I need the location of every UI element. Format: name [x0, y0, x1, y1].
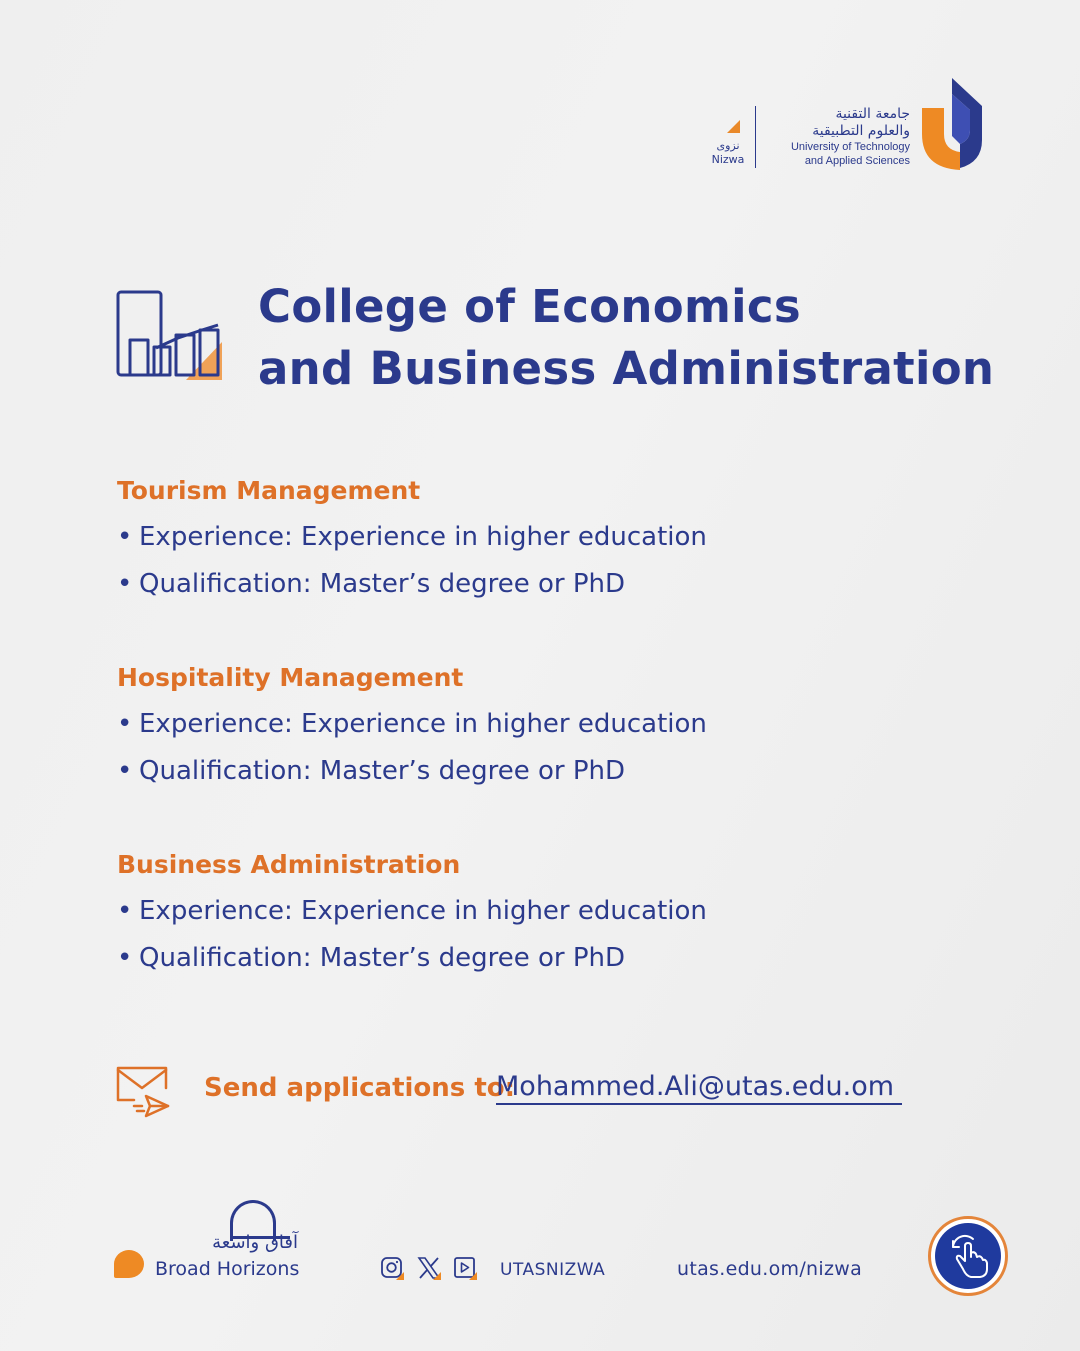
- campus-triangle-icon: [727, 120, 740, 133]
- college-title-line2: and Business Administration: [258, 342, 995, 395]
- tap-button-inner: [935, 1223, 1001, 1289]
- youtube-icon[interactable]: [453, 1256, 477, 1280]
- campus-name-ar: نزوى: [716, 139, 740, 152]
- university-name-en-line2: and Applied Sciences: [804, 155, 910, 167]
- requirement-text: Qualification: Master’s degree or PhD: [139, 756, 626, 786]
- university-name-en-line1: University of Technology: [790, 141, 910, 153]
- x-icon[interactable]: [417, 1256, 441, 1280]
- program-business-administration: [117, 851, 707, 990]
- campus-name-en: Nizwa: [711, 153, 745, 166]
- university-emblem-icon: [920, 78, 984, 170]
- requirement-qualification: [117, 943, 707, 973]
- requirement-experience: [117, 709, 707, 739]
- program-tourism-management: [117, 477, 707, 616]
- bar-chart-growth-icon: [116, 290, 226, 385]
- requirement-text: Experience: Experience in higher education: [139, 709, 707, 739]
- broad-horizons-dot-icon: [114, 1250, 144, 1278]
- university-logo: [710, 78, 1000, 178]
- university-name: [764, 106, 910, 168]
- bullet-icon: •: [117, 943, 133, 973]
- program-name: Business Administration: [117, 850, 461, 879]
- logo-divider: [755, 106, 756, 168]
- requirement-text: Qualification: Master’s degree or PhD: [139, 569, 626, 599]
- requirement-text: Experience: Experience in higher education: [139, 896, 707, 926]
- university-name-ar-line2: والعلوم التطبيقية: [812, 123, 910, 139]
- bullet-icon: •: [117, 756, 133, 786]
- hand-tap-icon: [947, 1233, 991, 1279]
- envelope-send-icon: [116, 1066, 170, 1118]
- program-name: Hospitality Management: [117, 663, 464, 692]
- college-title-line1: College of Economics: [258, 280, 801, 333]
- requirement-experience: [117, 896, 707, 926]
- bullet-icon: •: [117, 709, 133, 739]
- apply-label: Send applications to:: [204, 1073, 516, 1103]
- university-name-ar-line1: جامعة التقنية: [835, 106, 910, 122]
- program-name: Tourism Management: [117, 476, 421, 505]
- broad-horizons-ar: آفاق واسعة: [212, 1232, 298, 1253]
- tap-button[interactable]: [928, 1216, 1008, 1296]
- application-email-link[interactable]: Mohammed.Ali@utas.edu.om: [496, 1071, 902, 1105]
- program-hospitality-management: [117, 664, 707, 803]
- campus-mark: [710, 120, 746, 167]
- instagram-icon[interactable]: [380, 1256, 404, 1280]
- requirement-text: Experience: Experience in higher education: [139, 522, 707, 552]
- bullet-icon: •: [117, 522, 133, 552]
- requirement-qualification: [117, 569, 707, 599]
- social-handle: UTASNIZWA: [500, 1260, 606, 1280]
- broad-horizons-en: Broad Horizons: [155, 1258, 300, 1280]
- college-title: [258, 276, 994, 400]
- broad-horizons-logo: [114, 1196, 314, 1288]
- bullet-icon: •: [117, 569, 133, 599]
- bullet-icon: •: [117, 896, 133, 926]
- website-link[interactable]: utas.edu.om/nizwa: [677, 1258, 863, 1280]
- requirement-text: Qualification: Master’s degree or PhD: [139, 943, 626, 973]
- requirement-qualification: [117, 756, 707, 786]
- requirement-experience: [117, 522, 707, 552]
